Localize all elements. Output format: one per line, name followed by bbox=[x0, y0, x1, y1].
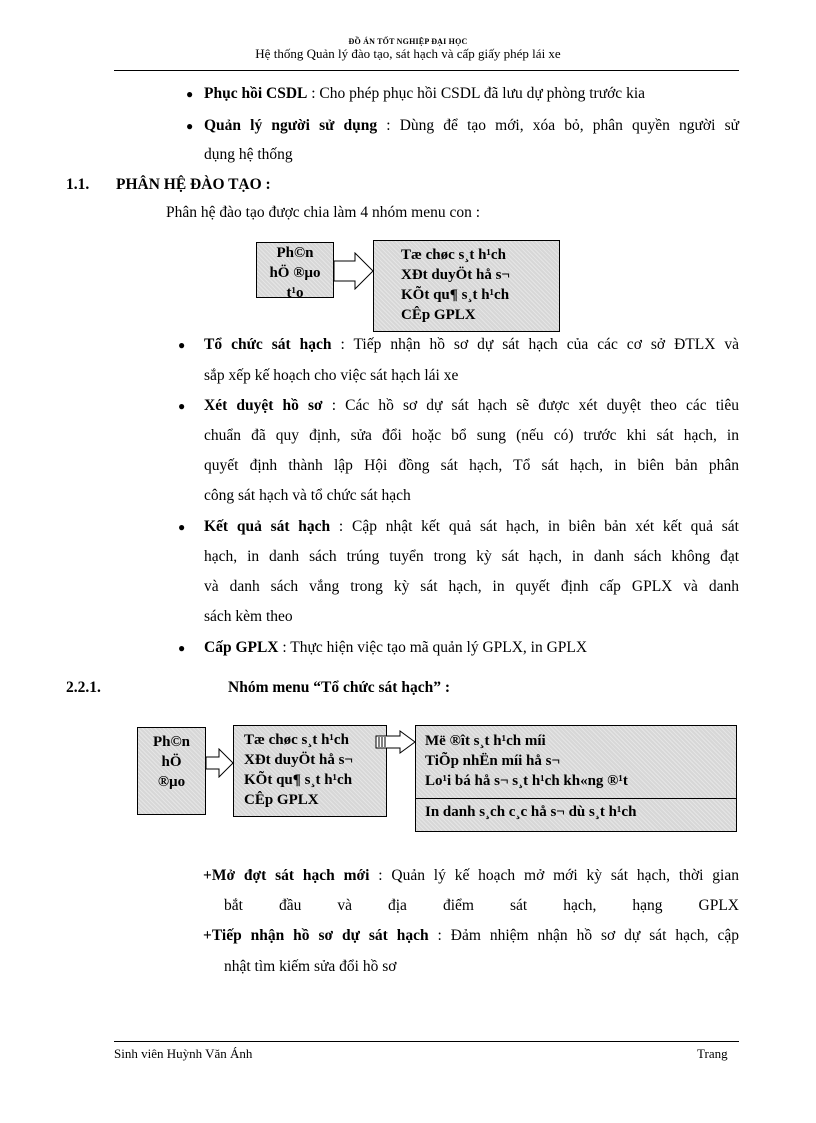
bullet-icon: ● bbox=[178, 399, 186, 413]
footer-student: Sinh viên Huỳnh Văn Ánh bbox=[114, 1046, 253, 1061]
bullet-icon: ● bbox=[186, 119, 194, 133]
box-line: Ph©n bbox=[276, 245, 314, 261]
section-heading: Nhóm menu “Tổ chức sát hạch” : bbox=[228, 679, 451, 696]
item-desc: : Cho phép phục hồi CSDL đã lưu dự phòng trước kia bbox=[307, 85, 645, 102]
item-desc: : Cập nhật kết quả sát hạch, in biên bản xét kết quả sát bbox=[330, 518, 739, 535]
document-type: ĐỒ ÁN TỐT NGHIỆP ĐẠI HỌC bbox=[348, 37, 468, 46]
footer-page-label: Trang bbox=[697, 1046, 728, 1061]
list-item bbox=[204, 116, 739, 136]
section-heading: PHÂN HỆ ĐÀO TẠO : bbox=[116, 176, 271, 193]
list-item bbox=[204, 396, 739, 416]
item-term: +Mở đợt sát hạch mới bbox=[203, 867, 370, 884]
right-arrow-icon bbox=[375, 730, 417, 754]
item-desc: : Dùng để tạo mới, xóa bỏ, phân quyền người sử bbox=[377, 117, 739, 134]
section-intro: Phân hệ đào tạo được chia làm 4 nhóm menu con : bbox=[166, 204, 481, 221]
header-rule bbox=[114, 70, 739, 71]
item-desc-cont: hạch, in danh sách trúng tuyển trong kỳ sát hạch, in danh sách không đạt bbox=[204, 548, 739, 565]
diagram2-left-box bbox=[137, 727, 206, 815]
item-desc: : Thực hiện việc tạo mã quản lý GPLX, in GPLX bbox=[278, 639, 588, 656]
menu-line: Tæ chøc s¸t h¹ch bbox=[244, 732, 349, 748]
submenu-line: TiÕp nhËn míi hå s¬ bbox=[425, 753, 560, 769]
box-line: Ph©n bbox=[152, 734, 191, 750]
item-term: Cấp GPLX bbox=[204, 639, 279, 656]
footer-rule bbox=[114, 1041, 739, 1042]
item-desc: : Đảm nhiệm nhận hồ sơ dự sát hạch, cập bbox=[428, 927, 739, 944]
item-desc-cont: dụng hệ thống bbox=[204, 146, 293, 163]
item-desc-cont: sắp xếp kế hoạch cho việc sát hạch lái xe bbox=[204, 367, 459, 384]
item-desc-cont: bắt đầu và địa điểm sát hạch, hạng GPLX bbox=[224, 897, 739, 914]
item-desc-cont: quyết định thành lập Hội đồng sát hạch, Tổ sát hạch, in biên bản phân bbox=[204, 457, 739, 474]
submenu-line: Lo¹i bá hå s¬ s¸t h¹ch kh«ng ®¹t bbox=[425, 773, 628, 789]
bullet-icon: ● bbox=[178, 641, 186, 655]
item-desc-cont: chuẩn đã quy định, sửa đổi hoặc bổ sung (nếu có) trước khi sát hạch, in bbox=[204, 427, 739, 444]
item-term: Kết quả sát hạch bbox=[204, 518, 331, 535]
list-item bbox=[204, 84, 645, 104]
submenu-line: In danh s¸ch c¸c hå s¬ dù s¸t h¹ch bbox=[425, 804, 637, 820]
submenu-line: Më ®ît s¸t h¹ch míi bbox=[425, 733, 546, 749]
bullet-icon: ● bbox=[178, 338, 186, 352]
menu-line: CÊp GPLX bbox=[244, 792, 319, 808]
list-item bbox=[204, 335, 739, 355]
item-term: Tổ chức sát hạch bbox=[204, 336, 332, 353]
diagram2-menu-box bbox=[233, 725, 387, 817]
menu-line: XÐt duyÖt hå s¬ bbox=[244, 752, 353, 768]
list-item bbox=[204, 517, 739, 537]
diagram2-submenu-box bbox=[415, 725, 737, 832]
menu-line: CÊp GPLX bbox=[401, 307, 476, 323]
list-item bbox=[204, 638, 587, 658]
item-term: +Tiếp nhận hồ sơ dự sát hạch bbox=[203, 927, 429, 944]
item-desc: : Các hồ sơ dự sát hạch sẽ được xét duyệt theo các tiêu bbox=[322, 397, 739, 414]
section-number: 1.1. bbox=[66, 176, 90, 193]
item-term: Phục hồi CSDL bbox=[204, 85, 308, 102]
item-term: Xét duyệt hồ sơ bbox=[204, 397, 323, 414]
plus-item bbox=[203, 866, 739, 886]
item-term: Quản lý người sử dụng bbox=[204, 117, 378, 134]
box-line: ®µo bbox=[157, 774, 186, 790]
diagram1-left-box bbox=[256, 242, 334, 298]
diagram1-menu-box bbox=[373, 240, 560, 332]
item-desc-cont: sách kèm theo bbox=[204, 608, 293, 625]
item-desc-cont: và danh sách vắng trong kỳ sát hạch, in quyết định cấp GPLX và danh bbox=[204, 578, 739, 595]
document-title: Hệ thống Quản lý đào tạo, sát hạch và cấp giấy phép lái xe bbox=[255, 46, 561, 61]
box-line: hÖ ®µo bbox=[269, 265, 321, 281]
submenu-bottom bbox=[416, 798, 736, 822]
menu-line: KÕt qu¶ s¸t h¹ch bbox=[401, 287, 510, 303]
right-arrow-icon bbox=[333, 252, 375, 290]
bullet-icon: ● bbox=[178, 520, 186, 534]
section-number: 2.2.1. bbox=[66, 679, 101, 696]
item-desc: : Quản lý kế hoạch mở mới kỳ sát hạch, thời gian bbox=[369, 867, 739, 884]
plus-item bbox=[203, 926, 739, 946]
right-arrow-icon bbox=[205, 748, 235, 778]
item-desc-cont: nhật tìm kiếm sửa đổi hồ sơ bbox=[224, 958, 397, 975]
bullet-icon: ● bbox=[186, 87, 194, 101]
item-desc-cont: công sát hạch và tổ chức sát hạch bbox=[204, 487, 411, 504]
submenu-top bbox=[416, 726, 736, 796]
menu-line: Tæ chøc s¸t h¹ch bbox=[401, 247, 506, 263]
menu-line: KÕt qu¶ s¸t h¹ch bbox=[244, 772, 353, 788]
box-line: t¹o bbox=[286, 285, 304, 298]
menu-line: XÐt duyÖt hå s¬ bbox=[401, 267, 510, 283]
item-desc: : Tiếp nhận hồ sơ dự sát hạch của các cơ sở ĐTLX và bbox=[331, 336, 740, 353]
box-line: hÖ bbox=[161, 754, 182, 770]
